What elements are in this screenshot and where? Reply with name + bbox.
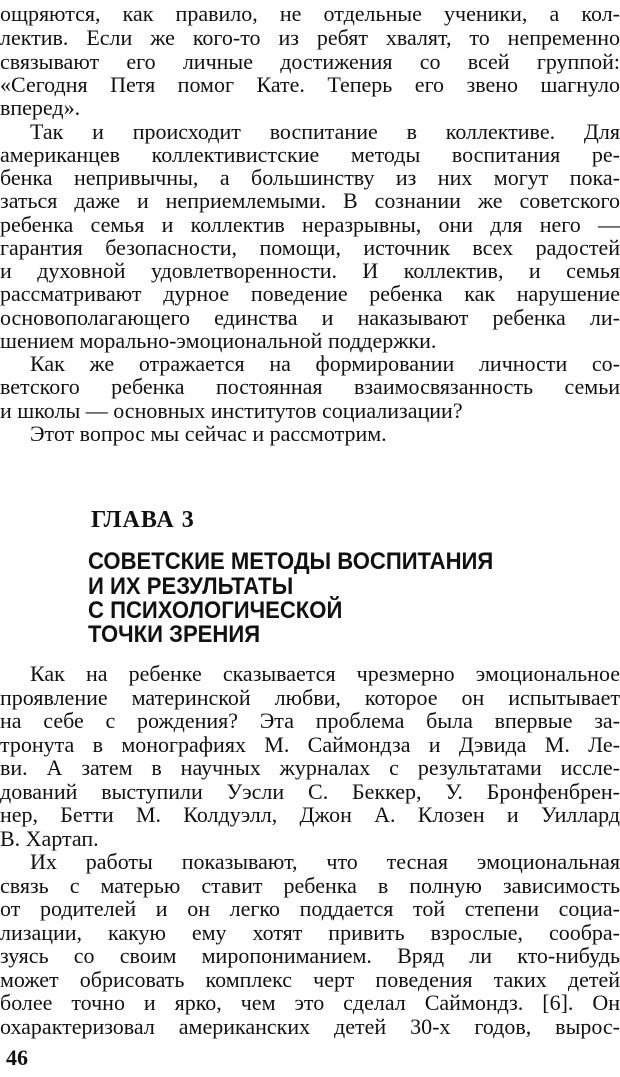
text-line: Как на ребенке сказывается чрезмерно эмоциональное	[30, 661, 620, 686]
text-line: «Сегодня Петя помог Кате. Теперь его звено шагнуло	[0, 72, 620, 97]
chapter-label: ГЛАВА 3	[91, 507, 195, 533]
chapter-title-line: И ИХ РЕЗУЛЬТАТЫ	[88, 573, 294, 600]
text-line: Этот вопрос мы сейчас и рассмотрим.	[30, 421, 387, 446]
text-line: связь с матерью ставит ребенка в полную зависимость	[0, 873, 620, 898]
text-line: и школы — основных институтов социализации?	[0, 398, 463, 423]
text-line: лектив. Если же кого-то из ребят хвалят, то непременно	[0, 25, 620, 50]
text-line: рассматривают дурное поведение ребенка как нарушение	[0, 281, 620, 306]
text-line: американцев коллективистские методы воспитания ре-	[0, 142, 620, 167]
text-line: ощряются, как правило, не отдельные ученики, а кол-	[0, 1, 620, 26]
text-line: ребенка семья и коллектив неразрывны, они для него —	[0, 212, 620, 237]
text-line: нер, Бетти М. Колдуэлл, Джон А. Клозен и Уиллард	[0, 802, 620, 827]
text-line: гарантия безопасности, помощи, источник всех радостей	[0, 235, 620, 260]
text-line: от родителей и он легко поддается той степени социа-	[0, 896, 620, 921]
text-line: бенка непривычны, а большинству из них могут пока-	[0, 165, 620, 190]
text-line: заться даже и неприемлемыми. В сознании же советского	[0, 188, 620, 213]
text-line: Как же отражается на формировании личности со-	[30, 351, 620, 376]
text-line: более точно и ярко, чем это сделал Саймондз. [6]. Он	[0, 990, 620, 1015]
text-line: охарактеризовал американских детей 30-х годов, вырос-	[0, 1014, 620, 1039]
text-line: Их работы показывают, что тесная эмоциональная	[30, 849, 620, 874]
text-line: основополагающего единства и наказывают ребенка ли-	[0, 305, 620, 330]
chapter-title-line: С ПСИХОЛОГИЧЕСКОЙ	[88, 597, 343, 624]
text-line: Так и происходит воспитание в коллективе. Для	[30, 119, 620, 144]
text-line: на себе с рождения? Эта проблема была впервые за-	[0, 708, 620, 733]
page-number: 46	[6, 1045, 28, 1070]
text-line: ветского ребенка постоянная взаимосвязанность семьи	[0, 374, 620, 399]
text-line: и духовной удовлетворенности. И коллектив, и семья	[0, 258, 620, 283]
text-line: вперед».	[0, 95, 81, 120]
text-line: В. Хартап.	[0, 826, 99, 851]
chapter-title-line: ТОЧКИ ЗРЕНИЯ	[88, 621, 261, 648]
text-line: дований выступили Уэсли С. Беккер, У. Бронфенбрен-	[0, 779, 620, 804]
text-line: лизации, какую ему хотят привить взрослые, сообра-	[0, 920, 620, 945]
text-line: шением морально-эмоциональной поддержки.	[0, 328, 437, 353]
text-line: проявление материнской любви, которое он испытывает	[0, 685, 620, 710]
chapter-title-line: СОВЕТСКИЕ МЕТОДЫ ВОСПИТАНИЯ	[88, 548, 494, 575]
text-line: тронута в монографиях М. Саймондза и Дэвида М. Ле-	[0, 732, 620, 757]
text-line: ви. А затем в научных журналах с результатами иссле-	[0, 755, 620, 780]
text-line: зуясь со своим миропониманием. Вряд ли кто-нибудь	[0, 943, 620, 968]
text-line: может обрисовать комплекс черт поведения таких детей	[0, 967, 620, 992]
text-line: связывают его личные достижения со всей группой:	[0, 49, 620, 74]
